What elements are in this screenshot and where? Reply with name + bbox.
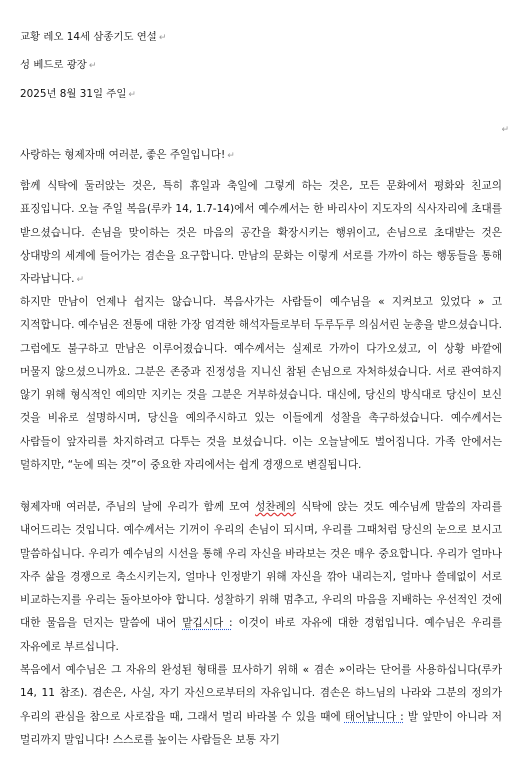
paragraph-1: 함께 식탁에 둘러앉는 것은, 특히 휴일과 축일에 그렇게 하는 것은, 모든 문화에서 평화와 친교의 표징입니다. 오늘 주일 복음(루카 14, 1.7-14)에서 예수께서는 한 바리사이 지도자의 식사자리에 초대를 받으셨습니다. 손님을 맞이하는 것은 마음의 공간을 확장시키는 행위이고, 손님으로 초대받는 것은 상대방의 세계에 들어가는 겸손을 요구합니다. 만남의 문화는 이렇게 서로를 가까이 하는 행동들을 통해 자라납니다. ↵ (20, 180, 502, 286)
paragraph-mark: ↵ (227, 151, 235, 161)
greeting: 사랑하는 형제자매 여러분, 좋은 주일입니다! ↵ (20, 149, 235, 161)
paragraph-4: 복음에서 예수님은 그 자유의 완성된 형태를 묘사하기 위해 « 겸손 »이라는 단어를 사용하십니다(루카 14, 11 참조). 겸손은, 사실, 자기 자신으로부터의 자유입니다. 겸손은 하느님의 나라와 그분의 정의가 우리의 관심을 참으로 사로잡을 때, 그래서 멀리 바라볼 수 있을 때에 태어납니다 : 발 앞만이 아니라 저 멀리까지 말입니다! 스스로를 높이는 사람들은 보통 자기 (20, 664, 502, 746)
doc-date: 2025년 8월 31일 주일 ↵ (20, 88, 136, 100)
paragraph-mark: ↵ (88, 61, 97, 71)
paragraph-mark: ↵ (501, 125, 509, 135)
paragraph-2: 하지만 만남이 언제나 쉽지는 않습니다. 복음사가는 사람들이 예수님을 « 지켜보고 있었다 » 고 지적합니다. 예수님은 전통에 대한 가장 엄격한 해석자들로부터 두루두루 의심서린 눈총을 받으셨습니다. 그럼에도 불구하고 만남은 이루어졌습니다. 예수께서는 실제로 가까이 다가오셨고, 이 상황 바깥에 머물지 않으셨으니까요. 그분은 존중과 진정성을 지니신 참된 손님으로 자처하셨습니다. 서로 관여하지 않기 위해 형식적인 예의만 지키는 것을 그분은 거부하셨습니다. 대신에, 당신의 방식대로 당신이 보신 것을 비유로 설명하시며, 당신을 예의주시하고 있는 이들에게 성찰을 촉구하셨습니다. 예수께서는 사람들이 앞자리를 차지하려고 다투는 것을 보셨습니다. 이는 오늘날에도 벌어집니다. 가족 안에서는 덜하지만, “눈에 띄는 것”이 중요한 자리에서는 쉽게 경쟁으로 변질됩니다. (20, 296, 502, 472)
doc-location: 성 베드로 광장 ↵ (20, 59, 97, 71)
grammar-flag: 맡깁시다 : (182, 617, 233, 630)
paragraph-mark: ↵ (76, 275, 85, 286)
paragraph-3: 형제자매 여러분, 주님의 날에 우리가 함께 모여 성찬례의 식탁에 앉는 것도 예수님께 말씀의 자리를 내어드리는 것입니다. 예수께서는 기꺼이 우리의 손님이 되시며, 우리를 그때처럼 당신의 눈으로 보시고 말씀하십니다. 우리가 예수님의 시선을 통해 우리 자신을 바라보는 것은 매우 중요합니다. 우리가 얼마나 자주 삶을 경쟁으로 축소시키는지, 얼마나 인정받기 위해 자신을 깎아 내리는지, 얼마나 쓸데없이 서로 비교하는지를 우리는 돌아보아야 합니다. 성찰하기 위해 멈추고, 우리의 마음을 지배하는 우선적인 것에 대한 물음을 던지는 말씀에 내어 맡깁시다 : 이것이 바로 자유에 대한 경험입니다. 예수님은 우리를 자유에로 부르십니다. (20, 501, 503, 653)
paragraph-mark: ↵ (128, 90, 136, 100)
doc-title: 교황 레오 14세 삼종기도 연설 ↵ (20, 31, 167, 43)
paragraph-mark: ↵ (158, 33, 167, 43)
spellcheck-word: 성찬례의 (255, 501, 297, 513)
grammar-flag: 태어납니다 : (344, 710, 404, 723)
